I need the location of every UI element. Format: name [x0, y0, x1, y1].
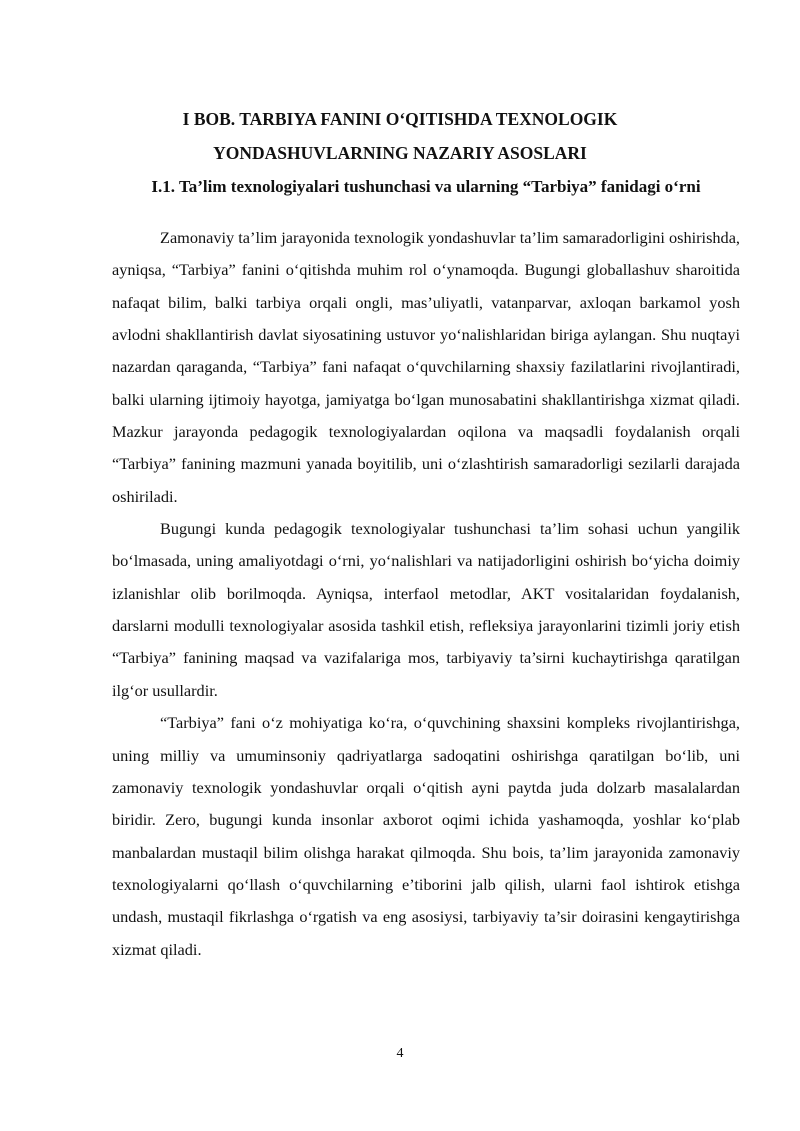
- paragraph-1: Zamonaviy ta’lim jarayonida texnologik yondashuvlar ta’lim samaradorligini oshirishda, ayniqsa, “Tarbiya” fanini o‘qitishda muhim rol o‘ynamoqda. Bugungi globallashuv sharoitida nafaqat bilim, balki tarbiya orqali ongli, mas’uliyatli, vatanparvar, axloqan barkamol yosh avlodni shakllantirish davlat siyosatining ustuvor yo‘nalishlaridan biriga aylangan. Shu nuqtayi nazardan qaraganda, “Tarbiya” fani nafaqat o‘quvchilarning shaxsiy fazilatlarini rivojlantiradi, balki ularning ijtimoiy hayotga, jamiyatga bo‘lgan munosabatini shakllantirishga xizmat qiladi. Mazkur jarayonda pedagogik texnologiyalardan oqilona va maqsadli foydalanish orqali “Tarbiya” fanining mazmuni yanada boyitilib, uni o‘zlashtirish samaradorligi sezilarli darajada oshiriladi.: [112, 228, 740, 506]
- chapter-title-line-1: I BOB. TARBIYA FANINI O‘QITISHDA TEXNOLOGIK: [182, 109, 618, 129]
- section-title: I.1. Ta’lim texnologiyalari tushunchasi va ularning “Tarbiya” fanidagi o‘rni: [151, 177, 701, 196]
- page-number: 4: [396, 1046, 404, 1061]
- paragraph-3: “Tarbiya” fani o‘z mohiyatiga ko‘ra, o‘quvchining shaxsini kompleks rivojlantirishga, uning milliy va umuminsoniy qadriyatlarga sadoqatini oshirishga qaratilgan bo‘lib, uni zamonaviy texnologik yondashuvlar orqali o‘qitish ayni paytda juda dolzarb masalalardan biridir. Zero, bugungi kunda insonlar axborot oqimi ichida yashamoqda, yoshlar ko‘plab manbalardan mustaqil bilim olishga harakat qilmoqda. Shu bois, ta’lim jarayonida zamonaviy texnologiyalarni qo‘llash o‘quvchilarning e’tiborini jalb qilish, ularni faol ishtirok etishga undash, mustaqil fikrlashga o‘rgatish va eng asosiysi, tarbiyaviy ta’sir doirasini kengaytirishga xizmat qiladi.: [112, 713, 740, 959]
- paragraph-2: Bugungi kunda pedagogik texnologiyalar tushunchasi ta’lim sohasi uchun yangilik bo‘lmasada, uning amaliyotdagi o‘rni, yo‘nalishlari va natijadorligini oshirish bo‘yicha doimiy izlanishlar olib borilmoqda. Ayniqsa, interfaol metodlar, AKT vositalaridan foydalanish, darslarni modulli texnologiyalar asosida tashkil etish, refleksiya jarayonlarini tizimli joriy etish “Tarbiya” fanining maqsad va vazifalariga mos, tarbiyaviy ta’sirni kuchaytirishga qaratilgan ilg‘or usullardir.: [112, 519, 740, 700]
- body-text: [112, 222, 740, 966]
- chapter-title-line-2: YONDASHUVLARNING NAZARIY ASOSLARI: [213, 143, 587, 163]
